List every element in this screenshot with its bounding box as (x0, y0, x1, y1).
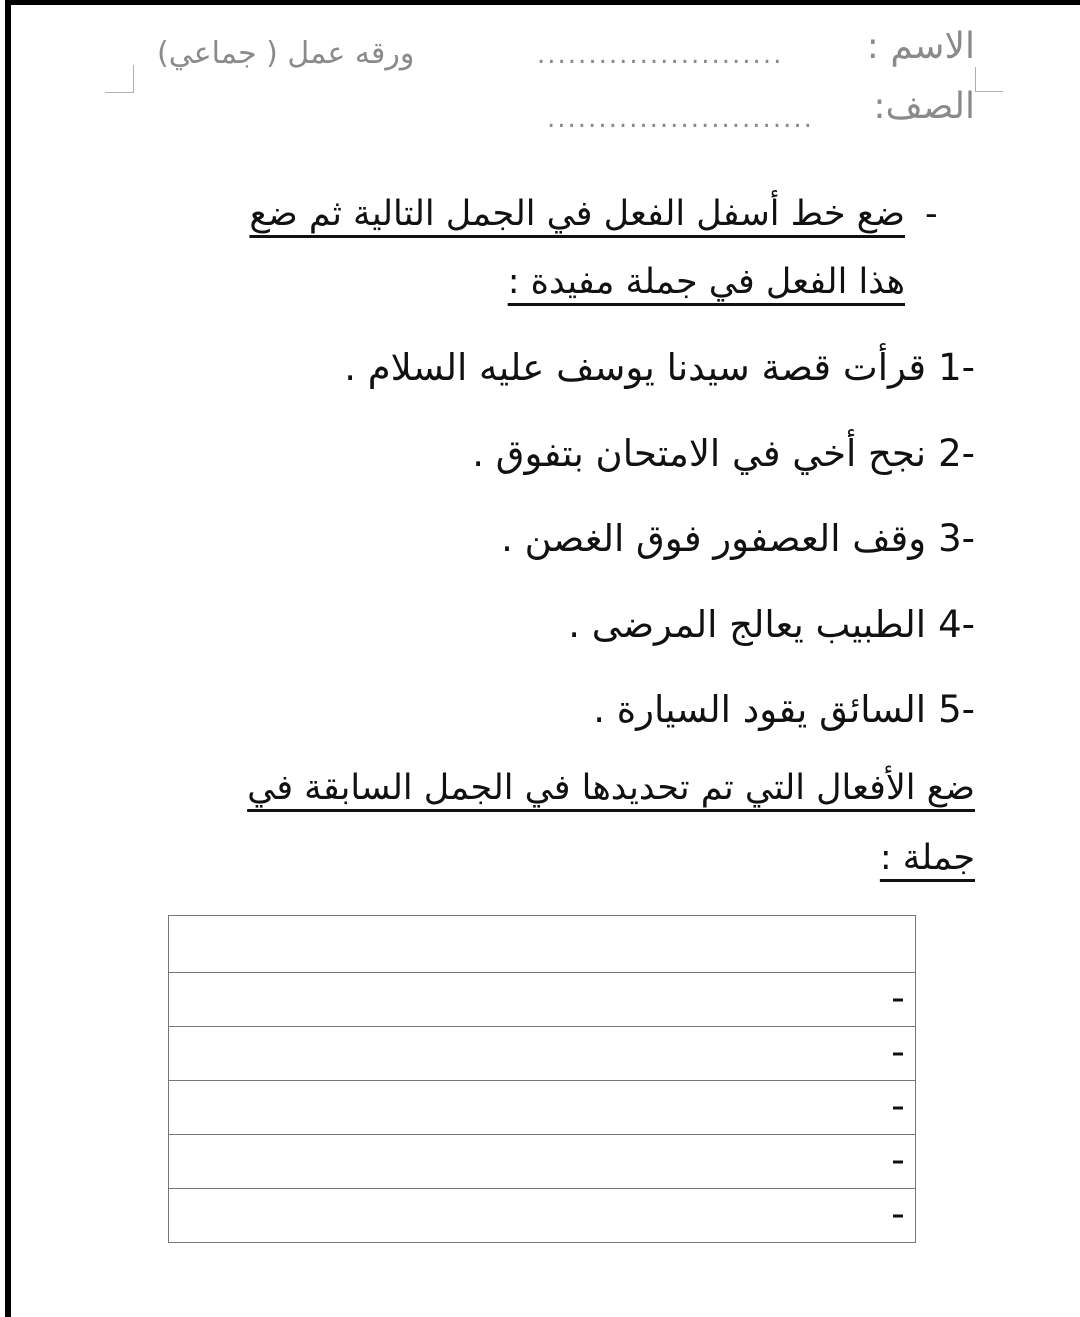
answer-row (169, 1081, 916, 1135)
sentence-number: 2- (938, 432, 975, 475)
instruction-2-line-1-text: ضع الأفعال التي تم تحديدها في الجمل السابقة في (247, 768, 975, 808)
answer-dash (893, 1052, 903, 1055)
answer-cell[interactable] (169, 1027, 916, 1081)
worksheet-title: ورقه عمل ( جماعي) (157, 36, 415, 71)
sentence-text: نجح أخي في الامتحان بتفوق . (472, 432, 927, 475)
instruction-2-line-2-text: جملة : (879, 838, 975, 878)
sentence-item (501, 517, 975, 560)
answer-cell[interactable] (169, 973, 916, 1027)
answer-cell[interactable] (169, 1189, 916, 1243)
answer-dash (893, 1214, 903, 1217)
class-field-dots[interactable]: .......................... (547, 104, 814, 134)
page-border-top (5, 0, 1080, 5)
answer-table (168, 915, 916, 1243)
instruction-1-line-1 (249, 194, 905, 234)
answer-row (169, 1135, 916, 1189)
sentence-item (568, 603, 975, 646)
sentence-number: 4- (938, 603, 975, 646)
sentence-number: 5- (938, 688, 975, 731)
sentence-text: الطبيب يعالج المرضى . (568, 603, 927, 646)
sentence-text: وقف العصفور فوق الغصن . (501, 517, 927, 560)
class-label: الصف: (873, 86, 975, 127)
answer-cell[interactable] (169, 1081, 916, 1135)
sentence-text: السائق يقود السيارة . (593, 688, 927, 731)
answer-dash (893, 1106, 903, 1109)
sentence-text: قرأت قصة سيدنا يوسف عليه السلام . (344, 346, 927, 389)
instruction-1-line-2-text: هذا الفعل في جملة مفيدة : (507, 262, 905, 302)
margin-corner-mark-left (105, 65, 134, 93)
sentence-item (472, 432, 975, 475)
answer-dash (893, 1160, 903, 1163)
instruction-bullet: - (925, 194, 938, 234)
instruction-1-line-1-text: ضع خط أسفل الفعل في الجمل التالية ثم ضع (249, 194, 905, 234)
name-label: الاسم : (866, 26, 975, 67)
page-border-left (5, 0, 11, 1317)
answer-row (169, 1189, 916, 1243)
instruction-2-line-1 (247, 768, 975, 808)
name-field-dots[interactable]: ........................ (537, 40, 784, 70)
sentence-number: 1- (938, 346, 975, 389)
instruction-2-line-2 (880, 838, 975, 878)
answer-dash (893, 998, 903, 1001)
sentence-item (593, 688, 975, 731)
sentence-number: 3- (938, 517, 975, 560)
answer-cell[interactable] (169, 1135, 916, 1189)
answer-row (169, 973, 916, 1027)
instruction-1-line-2 (508, 262, 905, 302)
answer-row (169, 1027, 916, 1081)
answer-cell[interactable] (169, 916, 916, 973)
sentence-item (344, 346, 975, 389)
answer-row (169, 916, 916, 973)
margin-corner-mark-right (975, 67, 1003, 92)
